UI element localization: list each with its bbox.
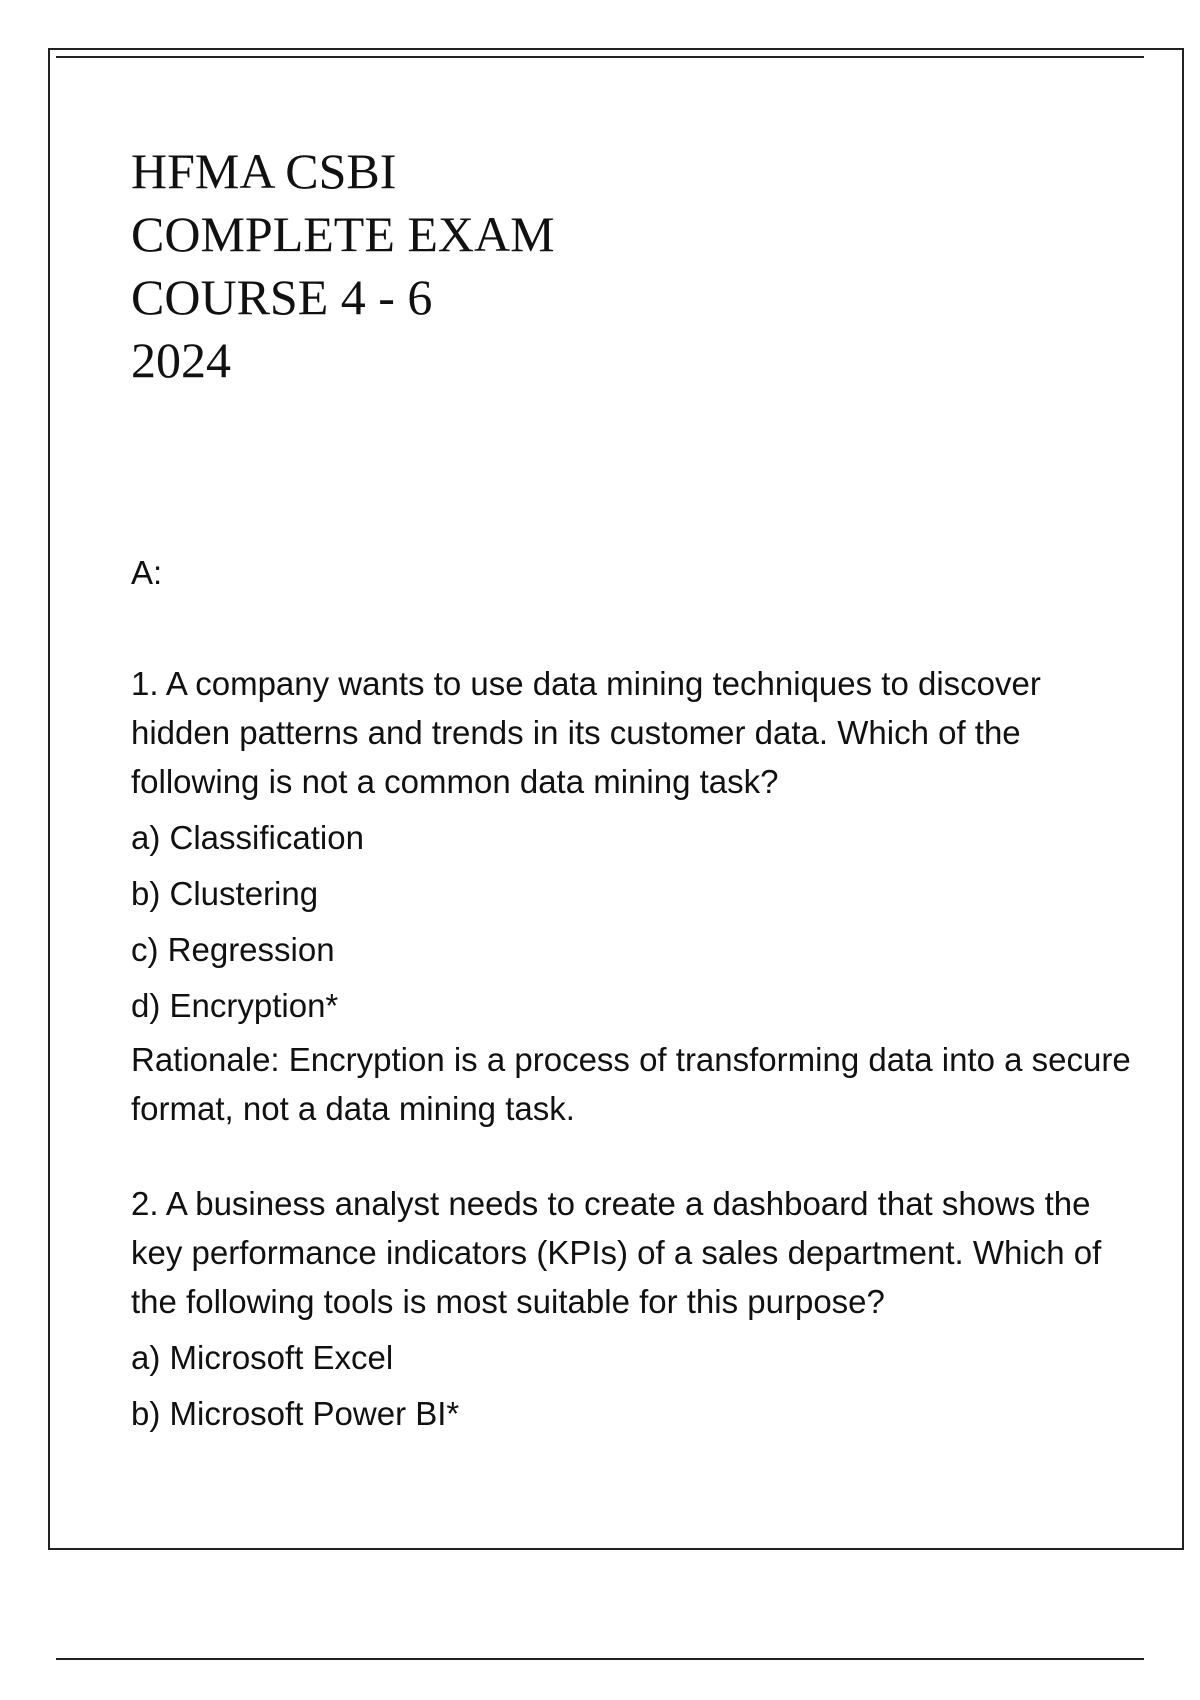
title-line-2: COMPLETE EXAM [131, 206, 555, 262]
title-line-3: COURSE 4 - 6 [131, 269, 433, 325]
top-rule [56, 56, 1144, 58]
bottom-rule [56, 1658, 1144, 1660]
title-line-1: HFMA CSBI [131, 143, 397, 199]
question-1-stem: 1. A company wants to use data mining techniques to discover hidden patterns and trends in its customer data. Which of the following is not a common data mining task? [131, 665, 1041, 800]
question-2-stem: 2. A business analyst needs to create a dashboard that shows the key performance indicators (KPIs) of a sales department. Which of the following tools is most suitable for this purpose? [131, 1185, 1102, 1320]
question-1-option-c: c) Regression [131, 931, 335, 968]
exam-content [131, 548, 1131, 1438]
question-1-rationale: Rationale: Encryption is a process of transforming data into a secure format, not a data mining task. [131, 1041, 1131, 1127]
title-line-4: 2024 [131, 332, 231, 388]
document-title [131, 140, 555, 392]
question-2 [131, 1179, 1131, 1438]
question-1-option-a: a) Classification [131, 819, 364, 856]
question-2-option-a: a) Microsoft Excel [131, 1339, 394, 1376]
question-1-option-d: d) Encryption* [131, 987, 339, 1024]
question-1 [131, 659, 1131, 1133]
question-1-option-b: b) Clustering [131, 875, 319, 912]
section-label: A: [131, 554, 163, 591]
question-2-option-b: b) Microsoft Power BI* [131, 1395, 460, 1432]
